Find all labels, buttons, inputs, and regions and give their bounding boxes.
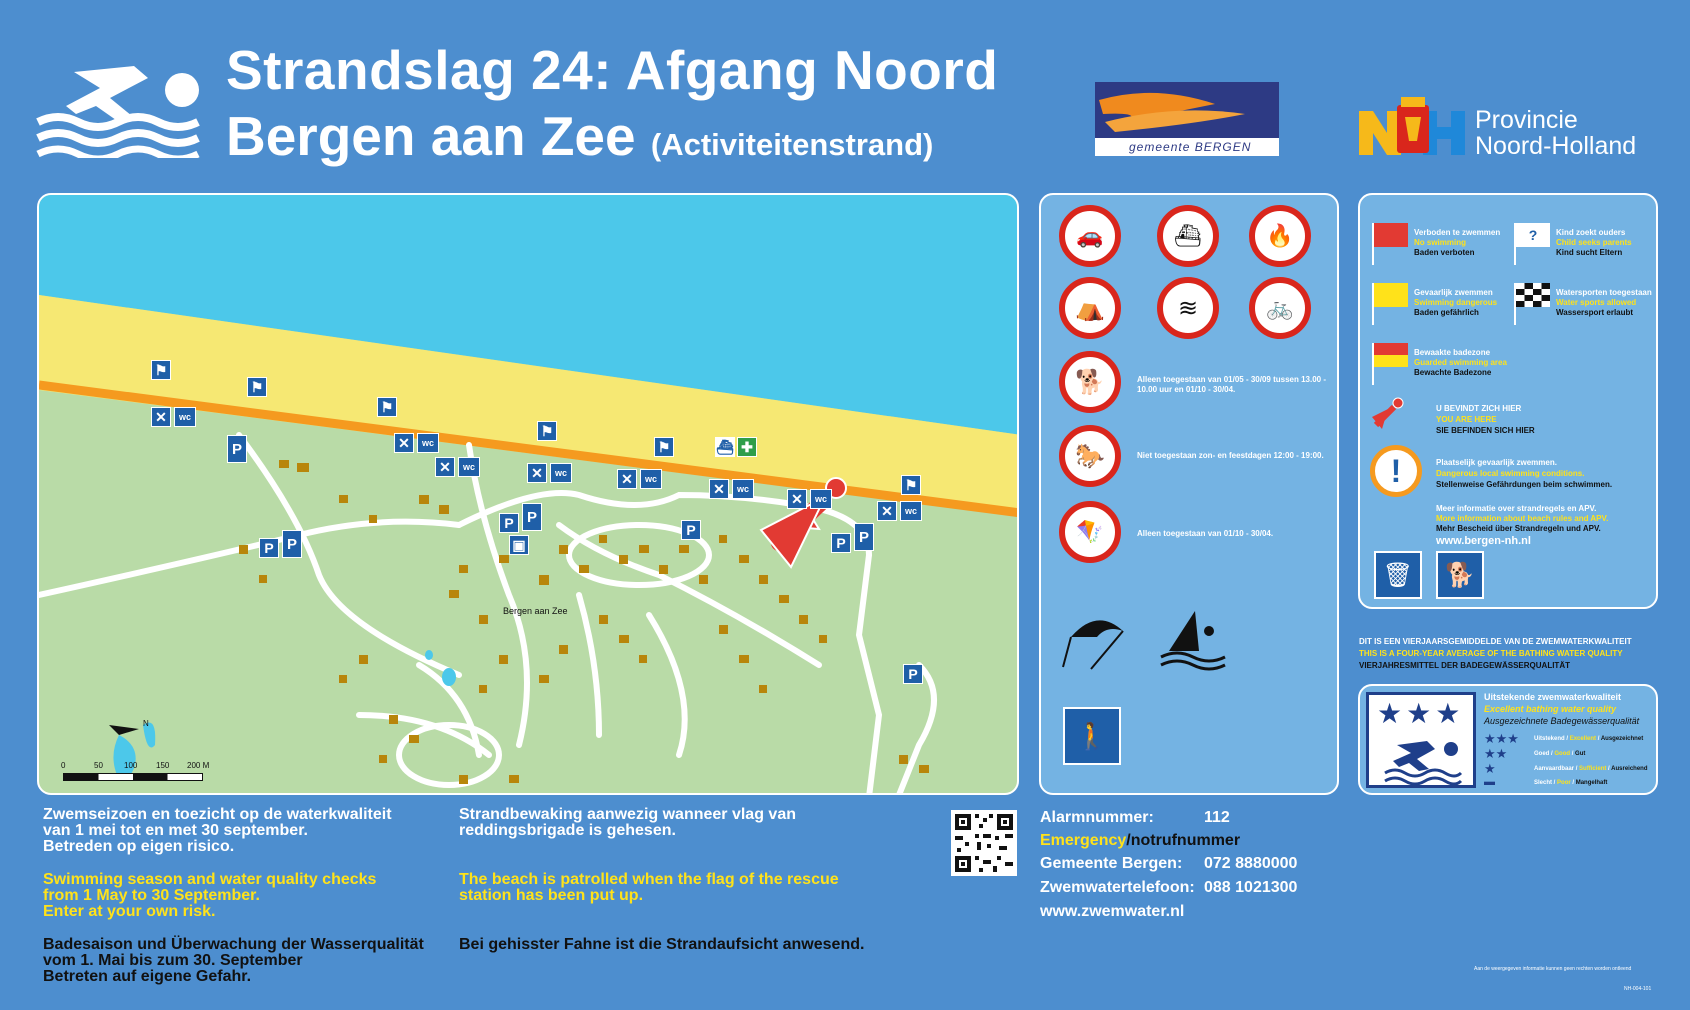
map-parking-icon: P xyxy=(282,530,302,558)
beach-map xyxy=(37,193,1019,795)
map-parking-icon: P xyxy=(522,503,542,531)
scale-tick: 100 xyxy=(124,761,138,770)
map-wc-icon: wc xyxy=(458,457,480,477)
windsurf-icon xyxy=(1159,607,1227,671)
guarded-flag-label-de: Bewachte Badezone xyxy=(1414,368,1492,377)
map-restaurant-icon: ✕ xyxy=(877,501,897,521)
page-title-line2 xyxy=(226,104,933,168)
no-kite-buggy-icon: 🪁 xyxy=(1059,501,1121,563)
scale-tick: 150 xyxy=(156,761,170,770)
map-lifeguard-icon: ⚑ xyxy=(537,421,557,441)
bergen-website-link[interactable]: www.bergen-nh.nl xyxy=(1436,535,1531,547)
warning-text-en: Dangerous local swimming conditions. xyxy=(1436,469,1585,478)
dog-walking-allowed-icon: 🚶 xyxy=(1063,707,1121,765)
season-text-nl-1: Zwemseizoen en toezicht op de waterkwaliteit xyxy=(43,806,392,823)
checkered-flag-icon xyxy=(1516,283,1550,307)
scale-tick: 200 M xyxy=(187,761,210,770)
level-nl: Slecht xyxy=(1534,780,1553,786)
level-en: Good xyxy=(1554,751,1571,757)
you-are-here-arrow-icon xyxy=(1370,395,1406,431)
gemeente-phone-value: 072 8880000 xyxy=(1204,855,1298,872)
map-parking-icon: P xyxy=(681,520,701,540)
level-de: Gut xyxy=(1575,751,1586,757)
season-text-en-1: Swimming season and water quality checks xyxy=(43,871,377,888)
map-wc-icon: wc xyxy=(550,463,572,483)
level-de: Ausgezeichnet xyxy=(1600,736,1644,742)
guarded-flag-label-nl: Bewaakte badezone xyxy=(1414,348,1491,357)
prohibition-signs-panel xyxy=(1039,193,1339,795)
page-title-line1: Strandslag 24: Afgang Noord xyxy=(226,39,999,101)
checkered-flag-label-de: Wassersport erlaubt xyxy=(1556,308,1634,317)
child-flag-label-nl: Kind zoekt ouders xyxy=(1556,228,1626,237)
quality-level-poor: Slecht / Poor / Mangelhaft xyxy=(1534,780,1608,786)
guarded-flag-label-en: Guarded swimming area xyxy=(1414,358,1507,367)
quality-note-de: VIERJAHRESMITTEL DER BADEGEWÄSSERQUALITÄT xyxy=(1359,661,1570,670)
litter-bin-icon: 🗑 xyxy=(1374,551,1422,599)
patrol-text-nl-2: reddingsbrigade is gehesen. xyxy=(459,822,676,839)
checkered-flag-label-en: Water sports allowed xyxy=(1556,298,1637,307)
emergency-text: Emergency xyxy=(1040,832,1127,849)
you-are-here-nl: U BEVINDT ZICH HIER xyxy=(1436,404,1522,413)
level-nl: Uitstekend xyxy=(1534,736,1565,742)
no-horses-icon: 🐎 xyxy=(1059,425,1121,487)
more-info-de: Mehr Bescheid über Strandregeln und APV. xyxy=(1436,524,1601,533)
no-boats-icon: ⛴ xyxy=(1157,205,1219,267)
map-scale-bar xyxy=(63,773,203,781)
map-restaurant-icon: ✕ xyxy=(617,469,637,489)
red-flag-label-nl: Verboden te zwemmen xyxy=(1414,228,1501,237)
quality-note-en: THIS IS A FOUR-YEAR AVERAGE OF THE BATHING WATER QUALITY xyxy=(1359,649,1623,658)
red-yellow-flag-icon xyxy=(1374,343,1408,367)
zwemwater-phone-label: Zwemwatertelefoon: xyxy=(1040,879,1195,896)
alarm-label: Alarmnummer: xyxy=(1040,809,1154,826)
warning-exclamation-icon: ! xyxy=(1370,445,1422,497)
map-north-label: N xyxy=(143,719,149,728)
swimmer-badge-icon xyxy=(1383,739,1463,785)
kitesurf-icon xyxy=(1061,607,1125,671)
map-bus-icon: ▣ xyxy=(509,535,529,555)
zwemwater-phone-value: 088 1021300 xyxy=(1204,879,1298,896)
level-en: Excellent xyxy=(1569,736,1597,742)
map-restaurant-icon: ✕ xyxy=(709,479,729,499)
warning-text-de: Stellenweise Gefährdungen beim schwimmen. xyxy=(1436,480,1613,489)
gemeente-logo-text: gemeente BERGEN xyxy=(1129,140,1252,154)
map-lifeguard-icon: ⚑ xyxy=(654,437,674,457)
no-inflatables-icon: ≋ xyxy=(1157,277,1219,339)
patrol-text-en-2: station has been put up. xyxy=(459,887,644,904)
map-lifeguard-icon: ⚑ xyxy=(151,360,171,380)
quality-badge-stars: ★★★ xyxy=(1377,698,1465,729)
quality-note-nl: DIT IS EEN VIERJAARSGEMIDDELDE VAN DE ZWEMWATERKWALITEIT xyxy=(1359,637,1632,646)
level-en: Sufficient xyxy=(1579,766,1607,772)
dog-waste-icon: 🐕 xyxy=(1436,551,1484,599)
map-wc-icon: wc xyxy=(810,489,832,509)
map-first-aid-icon: ✚ xyxy=(737,437,757,457)
qr-code-icon[interactable] xyxy=(951,810,1017,876)
more-info-en: More information about beach rules and APV. xyxy=(1436,514,1609,523)
season-text-en-3: Enter at your own risk. xyxy=(43,903,216,920)
yellow-flag-label-de: Baden gefährlich xyxy=(1414,308,1479,317)
no-motor-vehicles-icon: 🚗 xyxy=(1059,205,1121,267)
checkered-flag-label-nl: Watersporten toegestaan xyxy=(1556,288,1652,297)
patrol-text-de-1: Bei gehisster Fahne ist die Strandaufsicht anwesend. xyxy=(459,936,865,953)
notruf-text: /notrufnummer xyxy=(1126,832,1241,849)
provincie-logo-line2: Noord-Holland xyxy=(1475,132,1637,160)
quality-stars-excellent: ★★★ xyxy=(1484,731,1519,746)
season-text-de-1: Badesaison und Überwachung der Wasserqualität xyxy=(43,936,424,953)
provincie-nh-logo-icon xyxy=(1357,95,1465,157)
dog-rule-text: Alleen toegestaan van 01/05 - 30/09 tussen 13.00 - 10.00 uur en 01/10 - 30/04. xyxy=(1137,375,1326,394)
map-restaurant-icon: ✕ xyxy=(435,457,455,477)
footer-disclaimer: Aan de weergegeven informatie kunnen geen rechten worden ontleend xyxy=(1474,966,1632,972)
swimmer-logo-icon xyxy=(36,62,202,158)
title-suffix: (Activiteitenstrand) xyxy=(650,127,934,162)
gemeente-phone-label: Gemeente Bergen: xyxy=(1040,855,1183,872)
quality-heading-nl: Uitstekende zwemwaterkwaliteit xyxy=(1484,692,1622,702)
horse-rule-text: Niet toegestaan zon- en feestdagen 12:00 - 19:00. xyxy=(1137,451,1324,460)
provincie-logo-line1: Provincie xyxy=(1475,106,1578,134)
yellow-flag-icon xyxy=(1374,283,1408,307)
quality-level-excellent: Uitstekend / Excellent / Ausgezeichnet xyxy=(1534,736,1644,742)
flags-legend-panel xyxy=(1358,193,1658,609)
map-lifeguard-icon: ⚑ xyxy=(901,475,921,495)
child-flag-label-en: Child seeks parents xyxy=(1556,238,1632,247)
you-are-here-de: SIE BEFINDEN SICH HIER xyxy=(1436,426,1535,435)
yellow-flag-label-en: Swimming dangerous xyxy=(1414,298,1498,307)
map-wc-icon: wc xyxy=(900,501,922,521)
level-en: Poor xyxy=(1557,780,1571,786)
level-de: Ausreichend xyxy=(1611,766,1648,772)
quality-badge xyxy=(1366,692,1476,788)
child-seeks-parents-flag-icon: ? xyxy=(1516,223,1550,247)
map-wc-icon: wc xyxy=(732,479,754,499)
quality-stars-poor: ▬ xyxy=(1484,776,1495,788)
map-parking-icon: P xyxy=(903,664,923,684)
map-lifeguard-icon: ⚑ xyxy=(247,377,267,397)
map-parking-icon: P xyxy=(259,538,279,558)
level-nl: Aanvaardbaar xyxy=(1534,766,1575,772)
map-parking-icon: P xyxy=(227,435,247,463)
red-flag-icon xyxy=(1374,223,1408,247)
no-fire-icon: 🔥 xyxy=(1249,205,1311,267)
emergency-line xyxy=(1040,832,1240,850)
map-boat-icon: ⛴ xyxy=(715,437,735,457)
map-terrain xyxy=(39,195,1019,795)
scale-tick: 0 xyxy=(61,761,66,770)
map-wc-icon: wc xyxy=(640,469,662,489)
quality-stars-good: ★★ xyxy=(1484,746,1508,761)
more-info-nl: Meer informatie over strandregels en APV. xyxy=(1436,504,1597,513)
map-wc-icon: wc xyxy=(174,407,196,427)
map-restaurant-icon: ✕ xyxy=(394,433,414,453)
map-parking-icon: P xyxy=(499,513,519,533)
quality-level-sufficient: Aanvaardbaar / Sufficient / Ausreichend xyxy=(1534,766,1648,772)
no-dogs-icon: 🐕 xyxy=(1059,351,1121,413)
child-flag-label-de: Kind sucht Eltern xyxy=(1556,248,1623,257)
quality-heading-de: Ausgezeichnete Badegewässerqualität xyxy=(1484,716,1640,726)
map-town-label: Bergen aan Zee xyxy=(503,606,568,616)
scale-tick: 50 xyxy=(94,761,103,770)
warning-text-nl: Plaatselijk gevaarlijk zwemmen. xyxy=(1436,458,1557,467)
level-nl: Goed xyxy=(1534,751,1550,757)
season-text-nl-3: Betreden op eigen risico. xyxy=(43,838,235,855)
red-flag-label-en: No swimming xyxy=(1414,238,1467,247)
yellow-flag-label-nl: Gevaarlijk zwemmen xyxy=(1414,288,1493,297)
season-text-nl-2: van 1 mei tot en met 30 september. xyxy=(43,822,308,839)
footer-code: NH-004-101 xyxy=(1624,986,1652,992)
you-are-here-en: YOU ARE HERE xyxy=(1436,415,1497,424)
map-restaurant-icon: ✕ xyxy=(787,489,807,509)
no-bicycles-icon: 🚲 xyxy=(1249,277,1311,339)
season-text-de-3: Betreten auf eigene Gefahr. xyxy=(43,968,252,985)
quality-heading-en: Excellent bathing water quality xyxy=(1484,704,1617,714)
season-text-en-2: from 1 May to 30 September. xyxy=(43,887,260,904)
map-parking-icon: P xyxy=(831,533,851,553)
map-restaurant-icon: ✕ xyxy=(151,407,171,427)
alarm-value: 112 xyxy=(1204,809,1230,826)
patrol-text-en-1: The beach is patrolled when the flag of the rescue xyxy=(459,871,839,888)
gemeente-bergen-logo xyxy=(1095,82,1279,156)
patrol-text-nl-1: Strandbewaking aanwezig wanneer vlag van xyxy=(459,806,796,823)
zwemwater-website-link[interactable]: www.zwemwater.nl xyxy=(1040,903,1185,920)
kite-buggy-rule-text: Alleen toegestaan van 01/10 - 30/04. xyxy=(1137,529,1274,538)
season-text-de-2: vom 1. Mai bis zum 30. September xyxy=(43,952,303,969)
quality-level-good: Goed / Good / Gut xyxy=(1534,751,1586,757)
map-restaurant-icon: ✕ xyxy=(527,463,547,483)
map-parking-icon: P xyxy=(854,523,874,551)
red-flag-label-de: Baden verboten xyxy=(1414,248,1475,257)
title-location: Bergen aan Zee xyxy=(226,105,636,167)
level-de: Mangelhaft xyxy=(1575,780,1608,786)
map-lifeguard-icon: ⚑ xyxy=(377,397,397,417)
no-camping-icon: ⛺ xyxy=(1059,277,1121,339)
water-quality-panel xyxy=(1358,684,1658,795)
quality-stars-sufficient: ★ xyxy=(1484,761,1496,776)
map-wc-icon: wc xyxy=(417,433,439,453)
